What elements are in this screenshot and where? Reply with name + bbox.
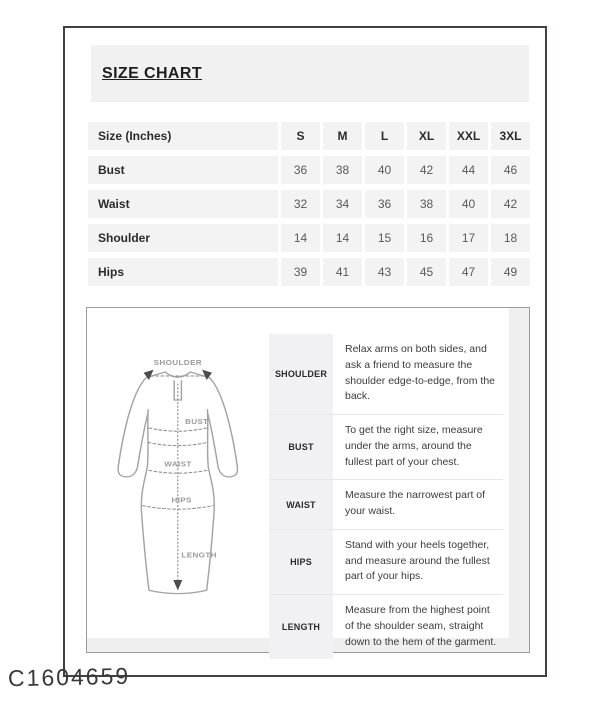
guide-row-bust bbox=[269, 414, 503, 479]
size-col-m: M bbox=[323, 122, 362, 150]
guide-label: HIPS bbox=[269, 530, 333, 594]
guide-table bbox=[269, 308, 509, 648]
guide-text: To get the right size, measure under the arms, around the fullest part of your chest. bbox=[345, 424, 483, 468]
guide-text: Relax arms on both sides, and ask a friend to measure the shoulder edge-to-edge, from the back. bbox=[345, 343, 496, 403]
cell: 38 bbox=[407, 190, 446, 218]
cell: 39 bbox=[281, 258, 320, 286]
table-row-bust bbox=[88, 156, 530, 184]
cell: 42 bbox=[407, 156, 446, 184]
cell: 16 bbox=[407, 224, 446, 252]
page-title: SIZE CHART bbox=[102, 64, 202, 82]
cell: 47 bbox=[449, 258, 488, 286]
cell: 32 bbox=[281, 190, 320, 218]
cell: 46 bbox=[491, 156, 530, 184]
size-table-unit-label: Size (Inches) bbox=[88, 122, 278, 150]
guide-text: Measure from the highest point of the shoulder seam, straight down to the hem of the garment. bbox=[345, 604, 497, 648]
cell: 36 bbox=[281, 156, 320, 184]
garment-diagram bbox=[87, 308, 269, 638]
cell: 14 bbox=[323, 224, 362, 252]
row-label: Hips bbox=[88, 258, 278, 286]
guide-row-shoulder bbox=[269, 334, 503, 414]
cell: 45 bbox=[407, 258, 446, 286]
cell: 17 bbox=[449, 224, 488, 252]
cell: 36 bbox=[365, 190, 404, 218]
size-table-header-row bbox=[88, 122, 530, 150]
cell: 18 bbox=[491, 224, 530, 252]
cell: 38 bbox=[323, 156, 362, 184]
cell: 49 bbox=[491, 258, 530, 286]
diagram-label-shoulder: SHOULDER bbox=[153, 358, 202, 367]
watermark-code: C1604659 bbox=[7, 662, 131, 692]
row-label: Shoulder bbox=[88, 224, 278, 252]
guide-row-hips bbox=[269, 529, 503, 594]
cell: 43 bbox=[365, 258, 404, 286]
table-row-hips bbox=[88, 258, 530, 286]
size-col-l: L bbox=[365, 122, 404, 150]
row-label: Bust bbox=[88, 156, 278, 184]
guide-label: BUST bbox=[269, 415, 333, 479]
table-row-waist bbox=[88, 190, 530, 218]
size-col-3xl: 3XL bbox=[491, 122, 530, 150]
measurement-guide-inner bbox=[87, 308, 509, 648]
cell: 42 bbox=[491, 190, 530, 218]
cell: 40 bbox=[449, 190, 488, 218]
cell: 41 bbox=[323, 258, 362, 286]
cell: 34 bbox=[323, 190, 362, 218]
guide-text: Stand with your heels together, and measure around the fullest part of your hips. bbox=[345, 538, 490, 583]
cell: 44 bbox=[449, 156, 488, 184]
diagram-label-waist: WAIST bbox=[164, 459, 192, 469]
size-col-xl: XL bbox=[407, 122, 446, 150]
cell: 40 bbox=[365, 156, 404, 184]
guide-row-waist bbox=[269, 479, 503, 529]
diagram-label-length: LENGTH bbox=[181, 551, 217, 560]
guide-text: Measure the narrowest part of your waist. bbox=[345, 489, 486, 517]
title-band bbox=[91, 45, 529, 102]
cell: 15 bbox=[365, 224, 404, 252]
cell: 14 bbox=[281, 224, 320, 252]
size-col-xxl: XXL bbox=[449, 122, 488, 150]
diagram-label-hips: HIPS bbox=[171, 495, 192, 505]
size-table bbox=[85, 116, 533, 292]
diagram-label-bust: BUST bbox=[185, 417, 209, 426]
size-chart-card bbox=[63, 26, 547, 677]
garment-diagram-svg bbox=[87, 308, 269, 639]
row-label: Waist bbox=[88, 190, 278, 218]
measurement-guide-panel bbox=[86, 307, 530, 653]
size-col-s: S bbox=[281, 122, 320, 150]
guide-label: SHOULDER bbox=[269, 334, 333, 414]
table-row-shoulder bbox=[88, 224, 530, 252]
guide-label: LENGTH bbox=[269, 595, 333, 659]
guide-label: WAIST bbox=[269, 480, 333, 529]
guide-row-length bbox=[269, 594, 503, 659]
